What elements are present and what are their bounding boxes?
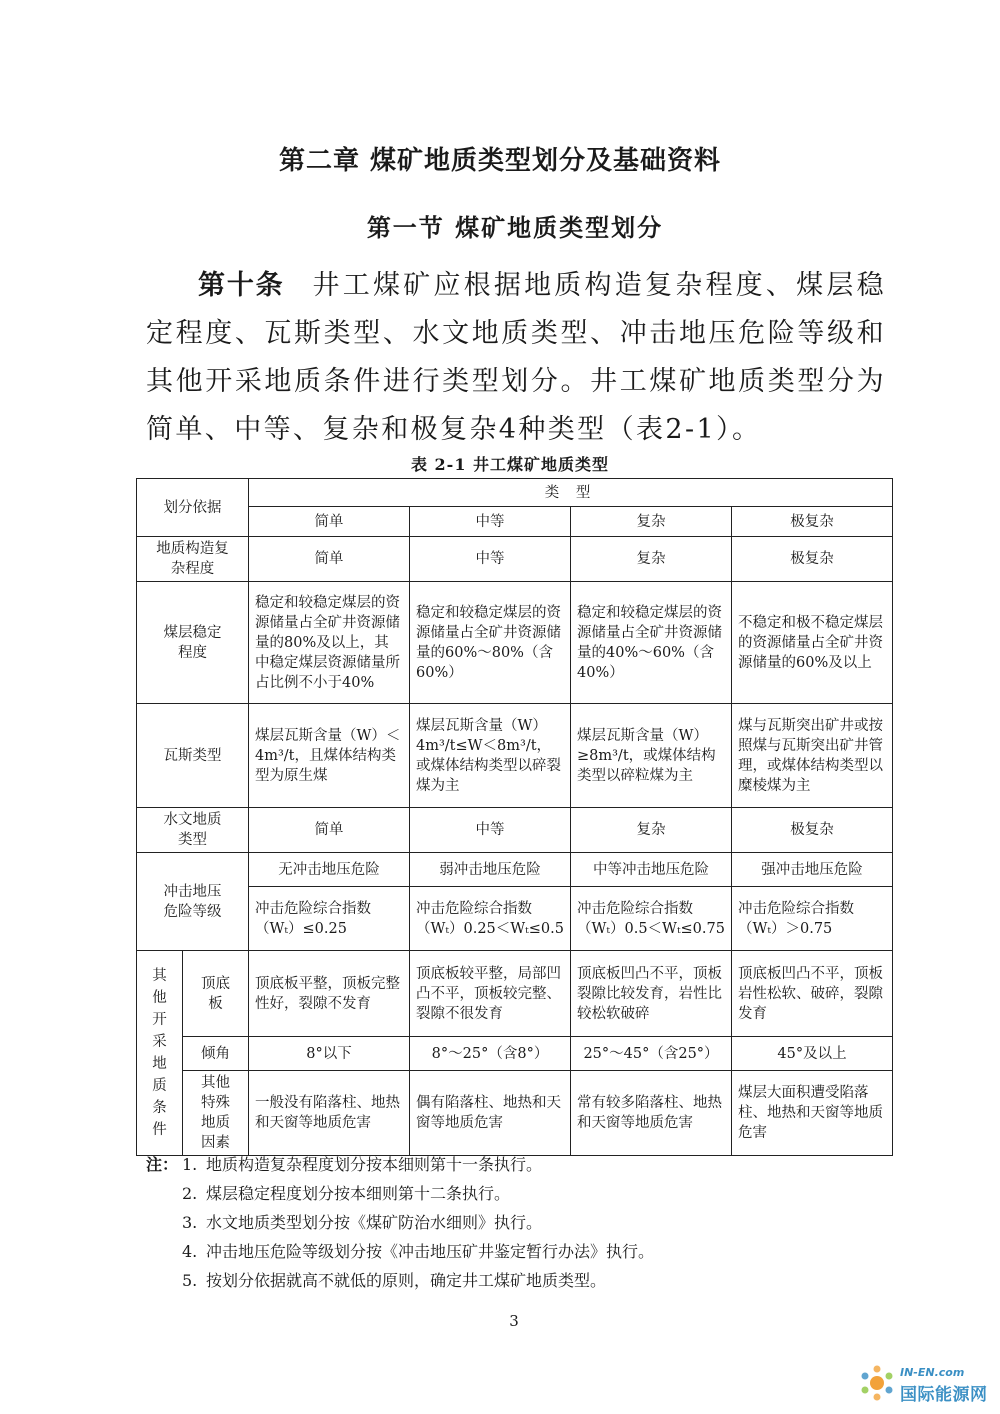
note-number: 4. xyxy=(182,1242,198,1261)
table-cell: 25°～45°（含25°） xyxy=(571,1037,732,1071)
table-cell: 冲击危险综合指数（Wₜ）0.25＜Wₜ≤0.5 xyxy=(410,887,571,951)
note-number: 3. xyxy=(182,1213,198,1232)
note-text: 冲击地压危险等级划分按《冲击地压矿井鉴定暂行办法》执行。 xyxy=(206,1242,655,1261)
note-item xyxy=(146,1150,906,1179)
sub-header-special: 其他特殊地质因素 xyxy=(183,1071,249,1156)
table-cell: 煤层瓦斯含量（W）≥8m³/t，或煤体结构类型以碎粒煤为主 xyxy=(571,704,732,808)
table-cell: 顶底板凹凸不平，顶板裂隙比较发育，岩性比较松软破碎 xyxy=(571,951,732,1037)
table-cell: 冲击危险综合指数（Wₜ）≤0.25 xyxy=(249,887,410,951)
site-watermark xyxy=(858,1360,998,1410)
geology-type-table xyxy=(136,478,893,1156)
table-cell: 顶底板凹凸不平，顶板岩性松软、破碎，裂隙发育 xyxy=(732,951,893,1037)
note-number: 2. xyxy=(182,1184,198,1203)
watermark-name: 国际能源网 xyxy=(900,1385,988,1405)
page-number: 3 xyxy=(509,1312,519,1330)
table-cell: 8°以下 xyxy=(249,1037,410,1071)
note-text: 地质构造复杂程度划分按本细则第十一条执行。 xyxy=(206,1155,543,1174)
row-header-gas: 瓦斯类型 xyxy=(137,704,249,808)
note-number: 5. xyxy=(182,1271,198,1290)
watermark-domain: IN-EN.com xyxy=(900,1366,965,1379)
table-caption: 表 2-1 井工煤矿地质类型 xyxy=(410,455,610,474)
table-cell: 煤层瓦斯含量（W）＜4m³/t，且煤体结构类型为原生煤 xyxy=(249,704,410,808)
corner-header: 划分依据 xyxy=(137,479,249,537)
column-header: 极复杂 xyxy=(732,507,893,537)
type-group-header: 类 型 xyxy=(249,479,893,507)
table-cell: 无冲击地压危险 xyxy=(249,853,410,887)
table-cell: 稳定和较稳定煤层的资源储量占全矿井资源储量的80%及以上，其中稳定煤层资源储量所占比例不小于40% xyxy=(249,582,410,704)
note-text: 按划分依据就高不就低的原则，确定井工煤矿地质类型。 xyxy=(206,1271,607,1290)
table-cell: 煤与瓦斯突出矿井或按照煤与瓦斯突出矿井管理，或煤体结构类型以糜棱煤为主 xyxy=(732,704,893,808)
chapter-title: 第二章 煤矿地质类型划分及基础资料 xyxy=(278,146,722,176)
table-cell: 中等 xyxy=(410,537,571,582)
section-title: 第一节 煤矿地质类型划分 xyxy=(366,213,664,242)
row-header-seam: 煤层稳定程度 xyxy=(137,582,249,704)
note-item xyxy=(146,1208,906,1237)
sun-flower-logo-icon xyxy=(858,1364,896,1402)
table-cell: 45°及以上 xyxy=(732,1037,893,1071)
table-notes xyxy=(146,1150,906,1295)
table-cell: 中等冲击地压危险 xyxy=(571,853,732,887)
table-cell: 中等 xyxy=(410,808,571,853)
table-cell: 一般没有陷落柱、地热和天窗等地质危害 xyxy=(249,1071,410,1156)
table-cell: 煤层大面积遭受陷落柱、地热和天窗等地质危害 xyxy=(732,1071,893,1156)
column-header: 复杂 xyxy=(571,507,732,537)
row-header-other xyxy=(137,951,183,1156)
table-cell: 不稳定和极不稳定煤层的资源储量占全矿井资源储量的60%及以上 xyxy=(732,582,893,704)
row-header-burst: 冲击地压危险等级 xyxy=(137,853,249,951)
table-cell: 顶底板平整，顶板完整性好，裂隙不发育 xyxy=(249,951,410,1037)
column-header: 简单 xyxy=(249,507,410,537)
notes-head: 注： xyxy=(146,1155,179,1174)
note-item xyxy=(146,1179,906,1208)
note-item xyxy=(146,1237,906,1266)
table-cell: 简单 xyxy=(249,537,410,582)
table-cell: 复杂 xyxy=(571,537,732,582)
article-paragraph xyxy=(146,262,886,454)
table-cell: 8°～25°（含8°） xyxy=(410,1037,571,1071)
table-cell: 冲击危险综合指数（Wₜ）＞0.75 xyxy=(732,887,893,951)
table-cell: 冲击危险综合指数（Wₜ）0.5＜Wₜ≤0.75 xyxy=(571,887,732,951)
sub-header-roof: 顶底板 xyxy=(183,951,249,1037)
table-cell: 煤层瓦斯含量（W）4m³/t≤W＜8m³/t，或煤体结构类型以碎裂煤为主 xyxy=(410,704,571,808)
table-cell: 顶底板较平整，局部凹凸不平，顶板较完整、裂隙不很发育 xyxy=(410,951,571,1037)
article-text: 井工煤矿应根据地质构造复杂程度、煤层稳定程度、瓦斯类型、水文地质类型、冲击地压危险等级和其他开采地质条件进行类型划分。井工煤矿地质类型分为简单、中等、复杂和极复杂4种类型（表2-1）。 xyxy=(146,270,886,445)
table-cell: 复杂 xyxy=(571,808,732,853)
note-text: 水文地质类型划分按《煤矿防治水细则》执行。 xyxy=(206,1213,543,1232)
table-cell: 极复杂 xyxy=(732,808,893,853)
table-cell: 简单 xyxy=(249,808,410,853)
note-number: 1. xyxy=(182,1155,198,1174)
article-number: 第十条 xyxy=(198,270,285,301)
sub-header-dip: 倾角 xyxy=(183,1037,249,1071)
note-text: 煤层稳定程度划分按本细则第十二条执行。 xyxy=(206,1184,511,1203)
row-header-structure: 地质构造复杂程度 xyxy=(137,537,249,582)
table-cell: 弱冲击地压危险 xyxy=(410,853,571,887)
note-item xyxy=(146,1266,906,1295)
table-cell: 强冲击地压危险 xyxy=(732,853,893,887)
table-cell: 稳定和较稳定煤层的资源储量占全矿井资源储量的60%～80%（含60%） xyxy=(410,582,571,704)
row-header-other-label: 其他开采地质条件 xyxy=(152,968,167,1138)
column-header: 中等 xyxy=(410,507,571,537)
table-cell: 稳定和较稳定煤层的资源储量占全矿井资源储量的40%～60%（含40%） xyxy=(571,582,732,704)
table-cell: 极复杂 xyxy=(732,537,893,582)
row-header-hydro: 水文地质类型 xyxy=(137,808,249,853)
table-cell: 常有较多陷落柱、地热和天窗等地质危害 xyxy=(571,1071,732,1156)
table-cell: 偶有陷落柱、地热和天窗等地质危害 xyxy=(410,1071,571,1156)
